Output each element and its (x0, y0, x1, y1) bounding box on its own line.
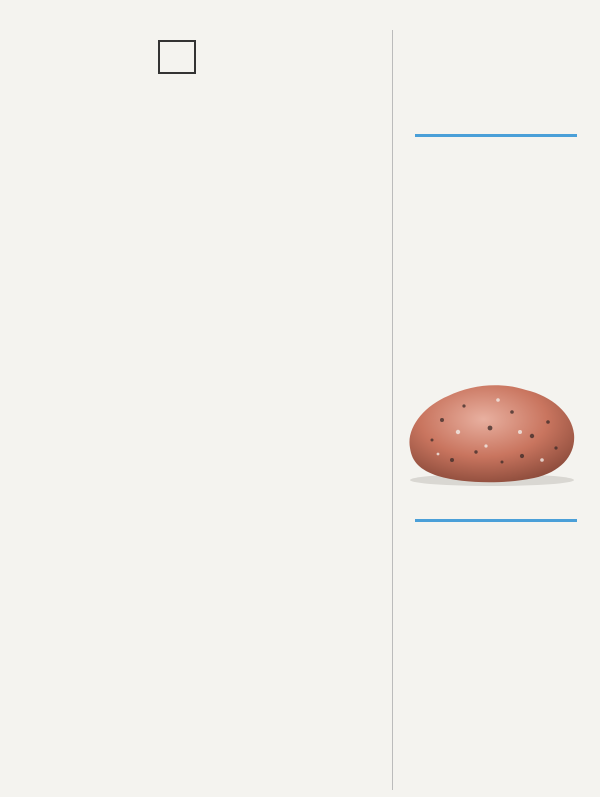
section-rule (415, 134, 577, 137)
dk-logo-icon (158, 40, 196, 74)
contents-heading (306, 30, 386, 490)
toc-section-rocks (415, 130, 577, 150)
imprint-column (60, 40, 300, 90)
publisher-logo (60, 40, 300, 74)
toc-section-minerals (415, 515, 577, 532)
divider-line (392, 30, 393, 790)
granite-rock-image (402, 376, 578, 488)
section-rule (415, 519, 577, 522)
